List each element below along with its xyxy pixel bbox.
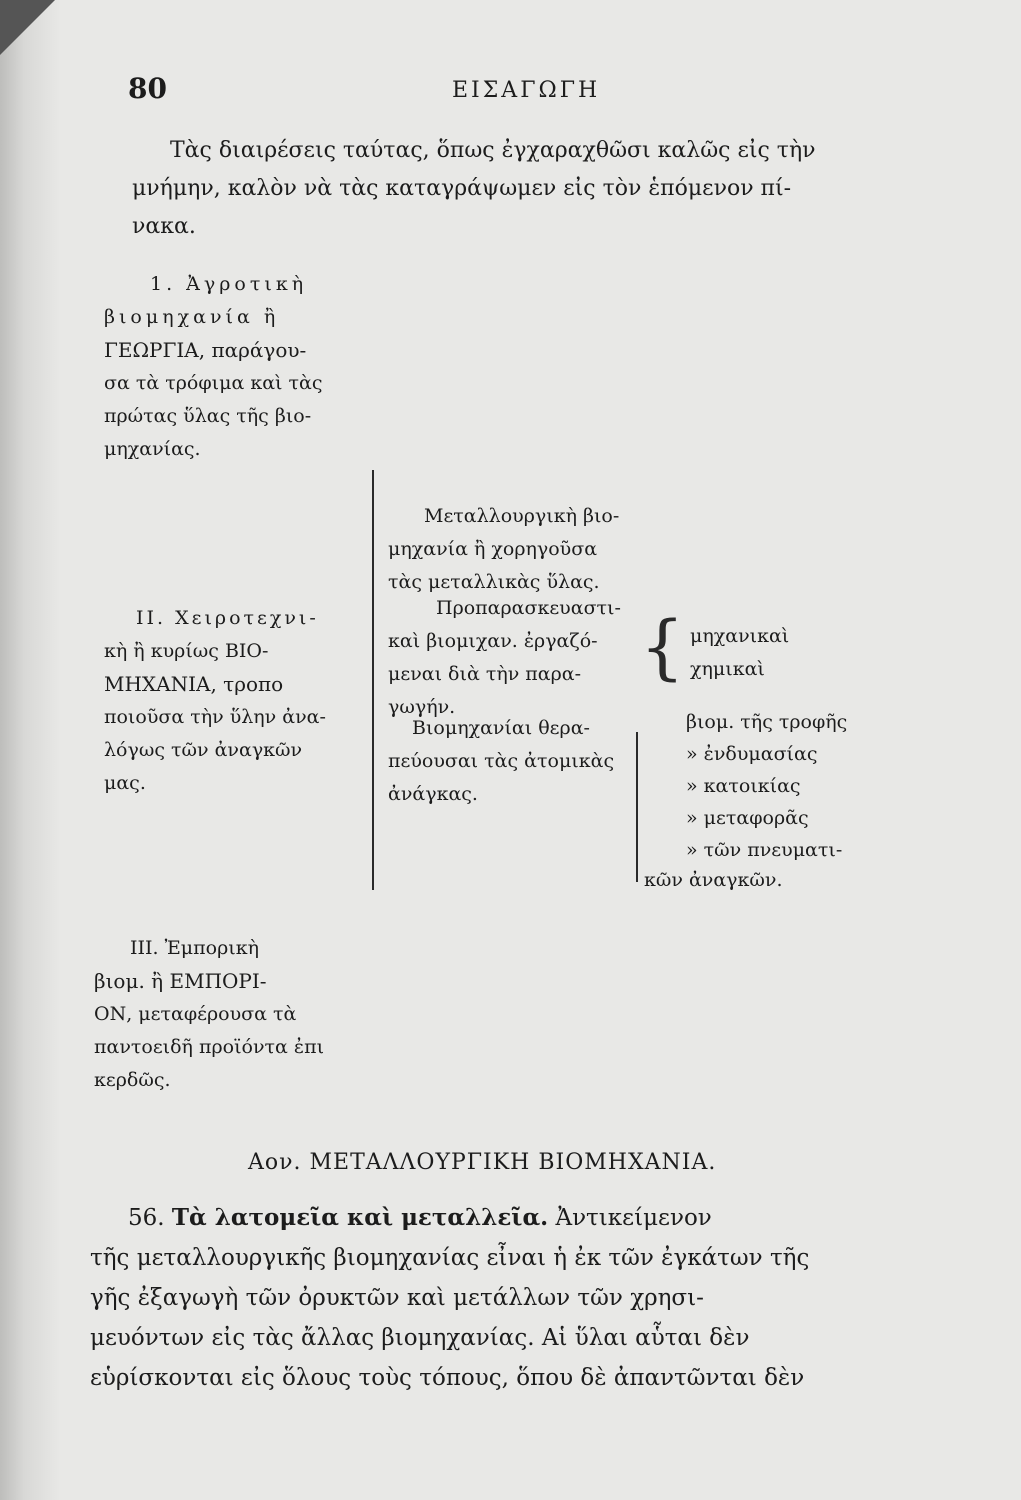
- prep-line-3: μεναι διὰ τὴν παρα-: [388, 663, 582, 685]
- therap-branch-6: κῶν ἀναγκῶν.: [644, 869, 783, 891]
- therap-branch-2: » ἐνδυμασίας: [686, 743, 818, 765]
- running-head: ΕΙΣΑΓΩΓΗ: [452, 78, 601, 103]
- section-1-line-2: βιομηχανία ἢ: [104, 306, 280, 328]
- therap-branch-3: » κατοικίας: [686, 775, 801, 797]
- page-edge-shadow: [0, 0, 60, 1500]
- section-2-line-2: κὴ ἢ κυρίως ΒΙΟ-: [104, 640, 269, 662]
- paragraph-first-line-rest: Ἀντικείμενον: [555, 1205, 712, 1231]
- metal-line-3: τὰς μεταλλικὰς ὕλας.: [388, 571, 600, 593]
- therap-brace: [636, 732, 638, 882]
- section-1-line-1: 1. Ἀγροτικὴ: [150, 273, 308, 295]
- section-2-line-1: ΙΙ. Χειροτεχνι-: [136, 607, 319, 629]
- paragraph-number: 56.: [128, 1205, 165, 1231]
- paragraph-56-first-line: [128, 1198, 712, 1238]
- section-3-line-3: ΟΝ, μεταφέρουσα τὰ: [94, 1003, 297, 1025]
- intro-line-3: νακα.: [132, 214, 196, 239]
- section-2-line-5: λόγως τῶν ἀναγκῶν: [104, 739, 303, 761]
- page-corner: [0, 0, 55, 55]
- prep-line-4: γωγήν.: [388, 696, 456, 718]
- section-1-line-3: ΓΕΩΡΓΙΑ, παράγου-: [104, 338, 307, 362]
- page-number: 80: [128, 72, 167, 105]
- therap-line-2: πεύουσαι τὰς ἀτομικὰς: [388, 750, 615, 772]
- metal-line-2: μηχανία ἢ χορηγοῦσα: [388, 538, 598, 560]
- prep-brace: {: [640, 606, 685, 688]
- section-2-line-6: μας.: [104, 772, 146, 794]
- therap-branch-1: βιομ. τῆς τροφῆς: [686, 711, 848, 733]
- section-3-line-1: ΙΙΙ. Ἐμπορικὴ: [130, 937, 259, 959]
- section-2-line-4: ποιοῦσα τὴν ὕλην ἀνα-: [104, 706, 326, 728]
- paragraph-line-2: τῆς μεταλλουργικῆς βιομηχανίας εἶναι ἡ ἐκ τῶν ἐγκάτων τῆς: [90, 1245, 810, 1271]
- prep-branch-1: μηχανικαὶ: [690, 625, 790, 647]
- therap-branch-4: » μεταφορᾶς: [686, 807, 809, 829]
- paragraph-line-4: μευόντων εἰς τὰς ἄλλας βιομηχανίας. Αἱ ὕλαι αὗται δὲν: [90, 1325, 750, 1351]
- section-3-line-2: βιομ. ἢ ΕΜΠΟΡΙ-: [94, 969, 267, 993]
- section-title: Αον. ΜΕΤΑΛΛΟΥΡΓΙΚΗ ΒΙΟΜΗΧΑΝΙΑ.: [248, 1150, 717, 1175]
- paragraph-line-5: εὑρίσκονται εἰς ὅλους τοὺς τόπους, ὅπου δὲ ἀπαντῶνται δὲν: [90, 1365, 805, 1391]
- metal-line-1: Μεταλλουργικὴ βιο-: [424, 505, 620, 527]
- section-1-line-5: πρώτας ὕλας τῆς βιο-: [104, 405, 312, 427]
- paragraph-line-3: γῆς ἐξαγωγὴ τῶν ὀρυκτῶν καὶ μετάλλων τῶν χρησι-: [90, 1285, 704, 1311]
- intro-line-2: μνήμην, καλὸν νὰ τὰς καταγράψωμεν εἰς τὸν ἑπόμενον πί-: [132, 176, 792, 201]
- section-2-line-3: ΜΗΧΑΝΙΑ, τροπο: [104, 672, 284, 696]
- prep-branch-2: χημικαὶ: [690, 658, 765, 680]
- therap-line-1: Βιομηχανίαι θερα-: [412, 717, 590, 739]
- paragraph-heading: Τὰ λατομεῖα καὶ μεταλλεῖα.: [171, 1204, 549, 1231]
- therap-line-3: ἀνάγκας.: [388, 783, 478, 805]
- section-3-line-4: παντοειδῆ προϊόντα ἐπι: [94, 1036, 325, 1058]
- prep-line-2: καὶ βιομιχαν. ἐργαζό-: [388, 630, 598, 652]
- section-1-line-6: μηχανίας.: [104, 438, 201, 460]
- prep-line-1: Προπαρασκευαστι-: [436, 597, 621, 619]
- intro-line-1: Τὰς διαιρέσεις ταύτας, ὅπως ἐγχαραχθῶσι καλῶς εἰς τὴν: [170, 138, 816, 163]
- section-3-line-5: κερδῶς.: [94, 1069, 171, 1091]
- section-2-brace: [372, 470, 374, 890]
- therap-branch-5: » τῶν πνευματι-: [686, 839, 843, 861]
- section-1-line-4: σα τὰ τρόφιμα καὶ τὰς: [104, 372, 323, 394]
